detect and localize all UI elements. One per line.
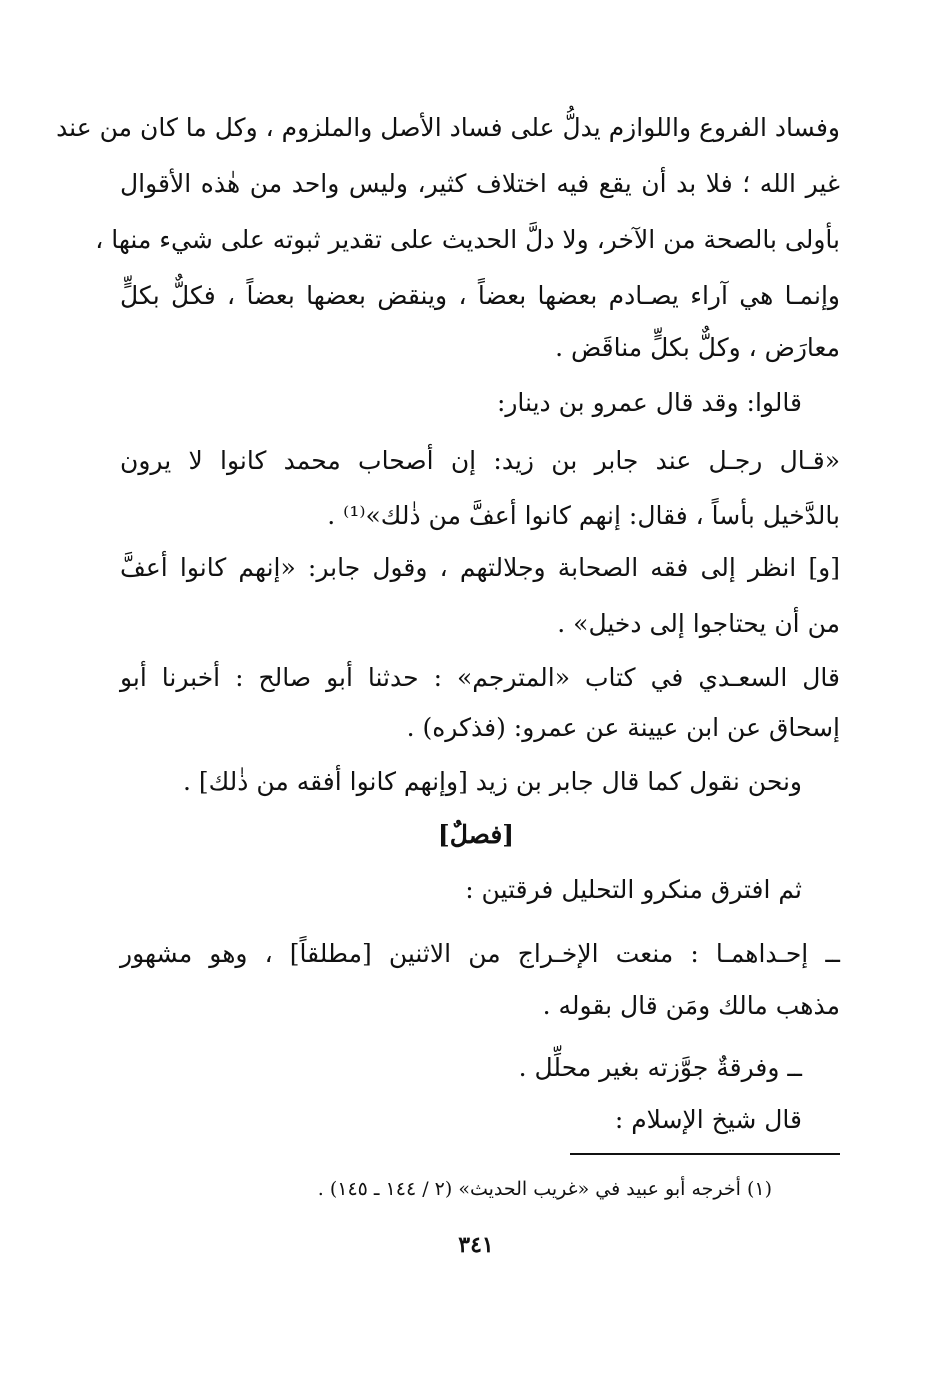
body-line: وفساد الفروع واللوازم يدلُّ على فساد الأصل والملزوم ، وكل ما كان من عند [56, 113, 840, 142]
footnote: (١) أخرجه أبو عبيد في «غريب الحديث» (٢ / ١٤٤ ـ ١٤٥) . [317, 1178, 772, 1200]
body-line: قال السعـدي في كتاب «المترجم» : حدثنا أبو صالح : أخبرنا أبو [120, 663, 840, 692]
page-number: ٣٤١ [458, 1232, 494, 1258]
section-heading: [فصلٌ] [437, 820, 515, 849]
body-line: من أن يحتاجوا إلى دخيل» . [557, 609, 840, 638]
body-line: «قـال رجـل عند جابر بن زيد: إن أصحاب محمد كانوا لا يرون [120, 446, 840, 475]
body-line: بأولى بالصحة من الآخر، ولا دلَّ الحديث على تقدير ثبوته على شيء منها ، [95, 225, 840, 254]
body-line: غير الله ؛ فلا بد أن يقع فيه اختلاف كثير، وليس واحد من هٰذه الأقوال [120, 169, 840, 198]
body-line: ونحن نقول كما قال جابر بن زيد [وإنهم كانوا أفقه من ذٰلك] . [182, 767, 802, 796]
footnote-separator [570, 1153, 840, 1155]
body-line: إسحاق عن ابن عيينة عن عمرو: (فذكره) . [406, 713, 840, 742]
body-line: قالوا: وقد قال عمرو بن دينار: [496, 388, 802, 417]
body-line: معارَض ، وكلٌّ بكلٍّ مناقَض . [555, 333, 840, 362]
body-line: ــ وفرقةٌ جوَّزته بغير محلِّل . [518, 1053, 802, 1082]
body-line: وإنمـا هي آراء يصـادم بعضها بعضاً ، وينقض بعضها بعضاً ، فكلٌّ بكلٍّ [120, 281, 840, 310]
body-line: مذهب مالك ومَن قال بقوله . [542, 991, 840, 1020]
body-line: [و] انظر إلى فقه الصحابة وجلالتهم ، وقول جابر: «إنهم كانوا أعفَّ [120, 553, 840, 582]
body-line: ثم افترق منكرو التحليل فرقتين : [465, 875, 802, 904]
body-line: بالدَّخيل بأساً ، فقال: إنهم كانوا أعفَّ من ذٰلك»⁽¹⁾ . [327, 501, 840, 530]
body-line: ــ إحـداهمـا : منعت الإخـراج من الاثنين [مطلقاً] ، وهو مشهور [120, 939, 840, 968]
body-line: قال شيخ الإسلام : [614, 1105, 802, 1134]
